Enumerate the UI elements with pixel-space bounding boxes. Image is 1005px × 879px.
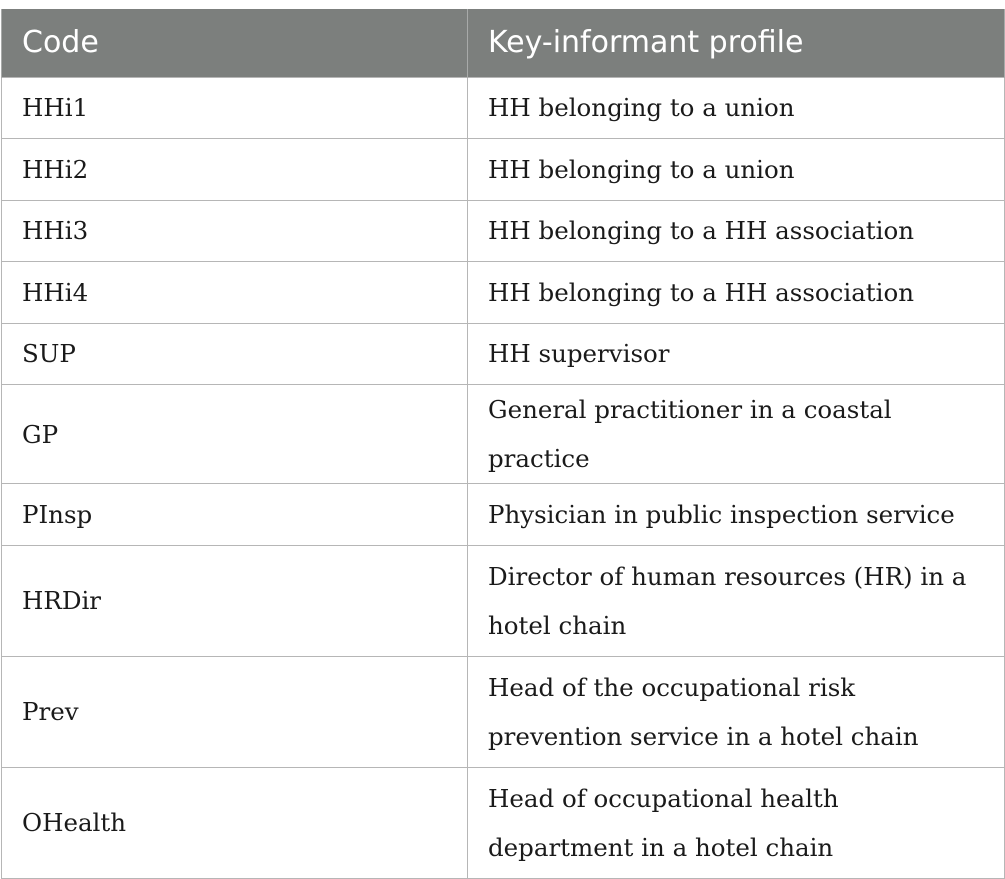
profile-cell: HH belonging to a union — [468, 139, 1005, 201]
column-header-profile: Key-informant profile — [468, 9, 1005, 77]
table-row — [2, 200, 1005, 262]
profile-cell: Director of human resources (HR) in a hotel chain — [468, 545, 1005, 656]
code-cell: PInsp — [2, 484, 468, 546]
profile-cell: Physician in public inspection service — [468, 484, 1005, 546]
table-row — [2, 385, 1005, 484]
table-row — [2, 656, 1005, 767]
table-row — [2, 323, 1005, 385]
table-row — [2, 767, 1005, 878]
profile-cell: HH belonging to a HH association — [468, 200, 1005, 262]
header-row — [2, 9, 1005, 77]
code-cell: HHi2 — [2, 139, 468, 201]
code-cell: HHi3 — [2, 200, 468, 262]
profile-cell: Head of the occupational risk prevention service in a hotel chain — [468, 656, 1005, 767]
table-body — [2, 77, 1005, 878]
profile-cell: HH belonging to a union — [468, 77, 1005, 139]
code-cell: GP — [2, 385, 468, 484]
table-row — [2, 484, 1005, 546]
code-cell: HHi1 — [2, 77, 468, 139]
table-row — [2, 545, 1005, 656]
code-cell: Prev — [2, 656, 468, 767]
table-row — [2, 262, 1005, 324]
code-cell: HHi4 — [2, 262, 468, 324]
profile-cell: HH belonging to a HH association — [468, 262, 1005, 324]
code-cell: SUP — [2, 323, 468, 385]
profile-cell: General practitioner in a coastal practice — [468, 385, 1005, 484]
table-row — [2, 139, 1005, 201]
table-row — [2, 77, 1005, 139]
code-cell: HRDir — [2, 545, 468, 656]
profile-cell: Head of occupational health department in a hotel chain — [468, 767, 1005, 878]
key-informant-table — [1, 9, 1005, 879]
key-informant-table-container — [1, 9, 1004, 879]
profile-cell: HH supervisor — [468, 323, 1005, 385]
code-cell: OHealth — [2, 767, 468, 878]
column-header-code: Code — [2, 9, 468, 77]
table-header — [2, 9, 1005, 77]
